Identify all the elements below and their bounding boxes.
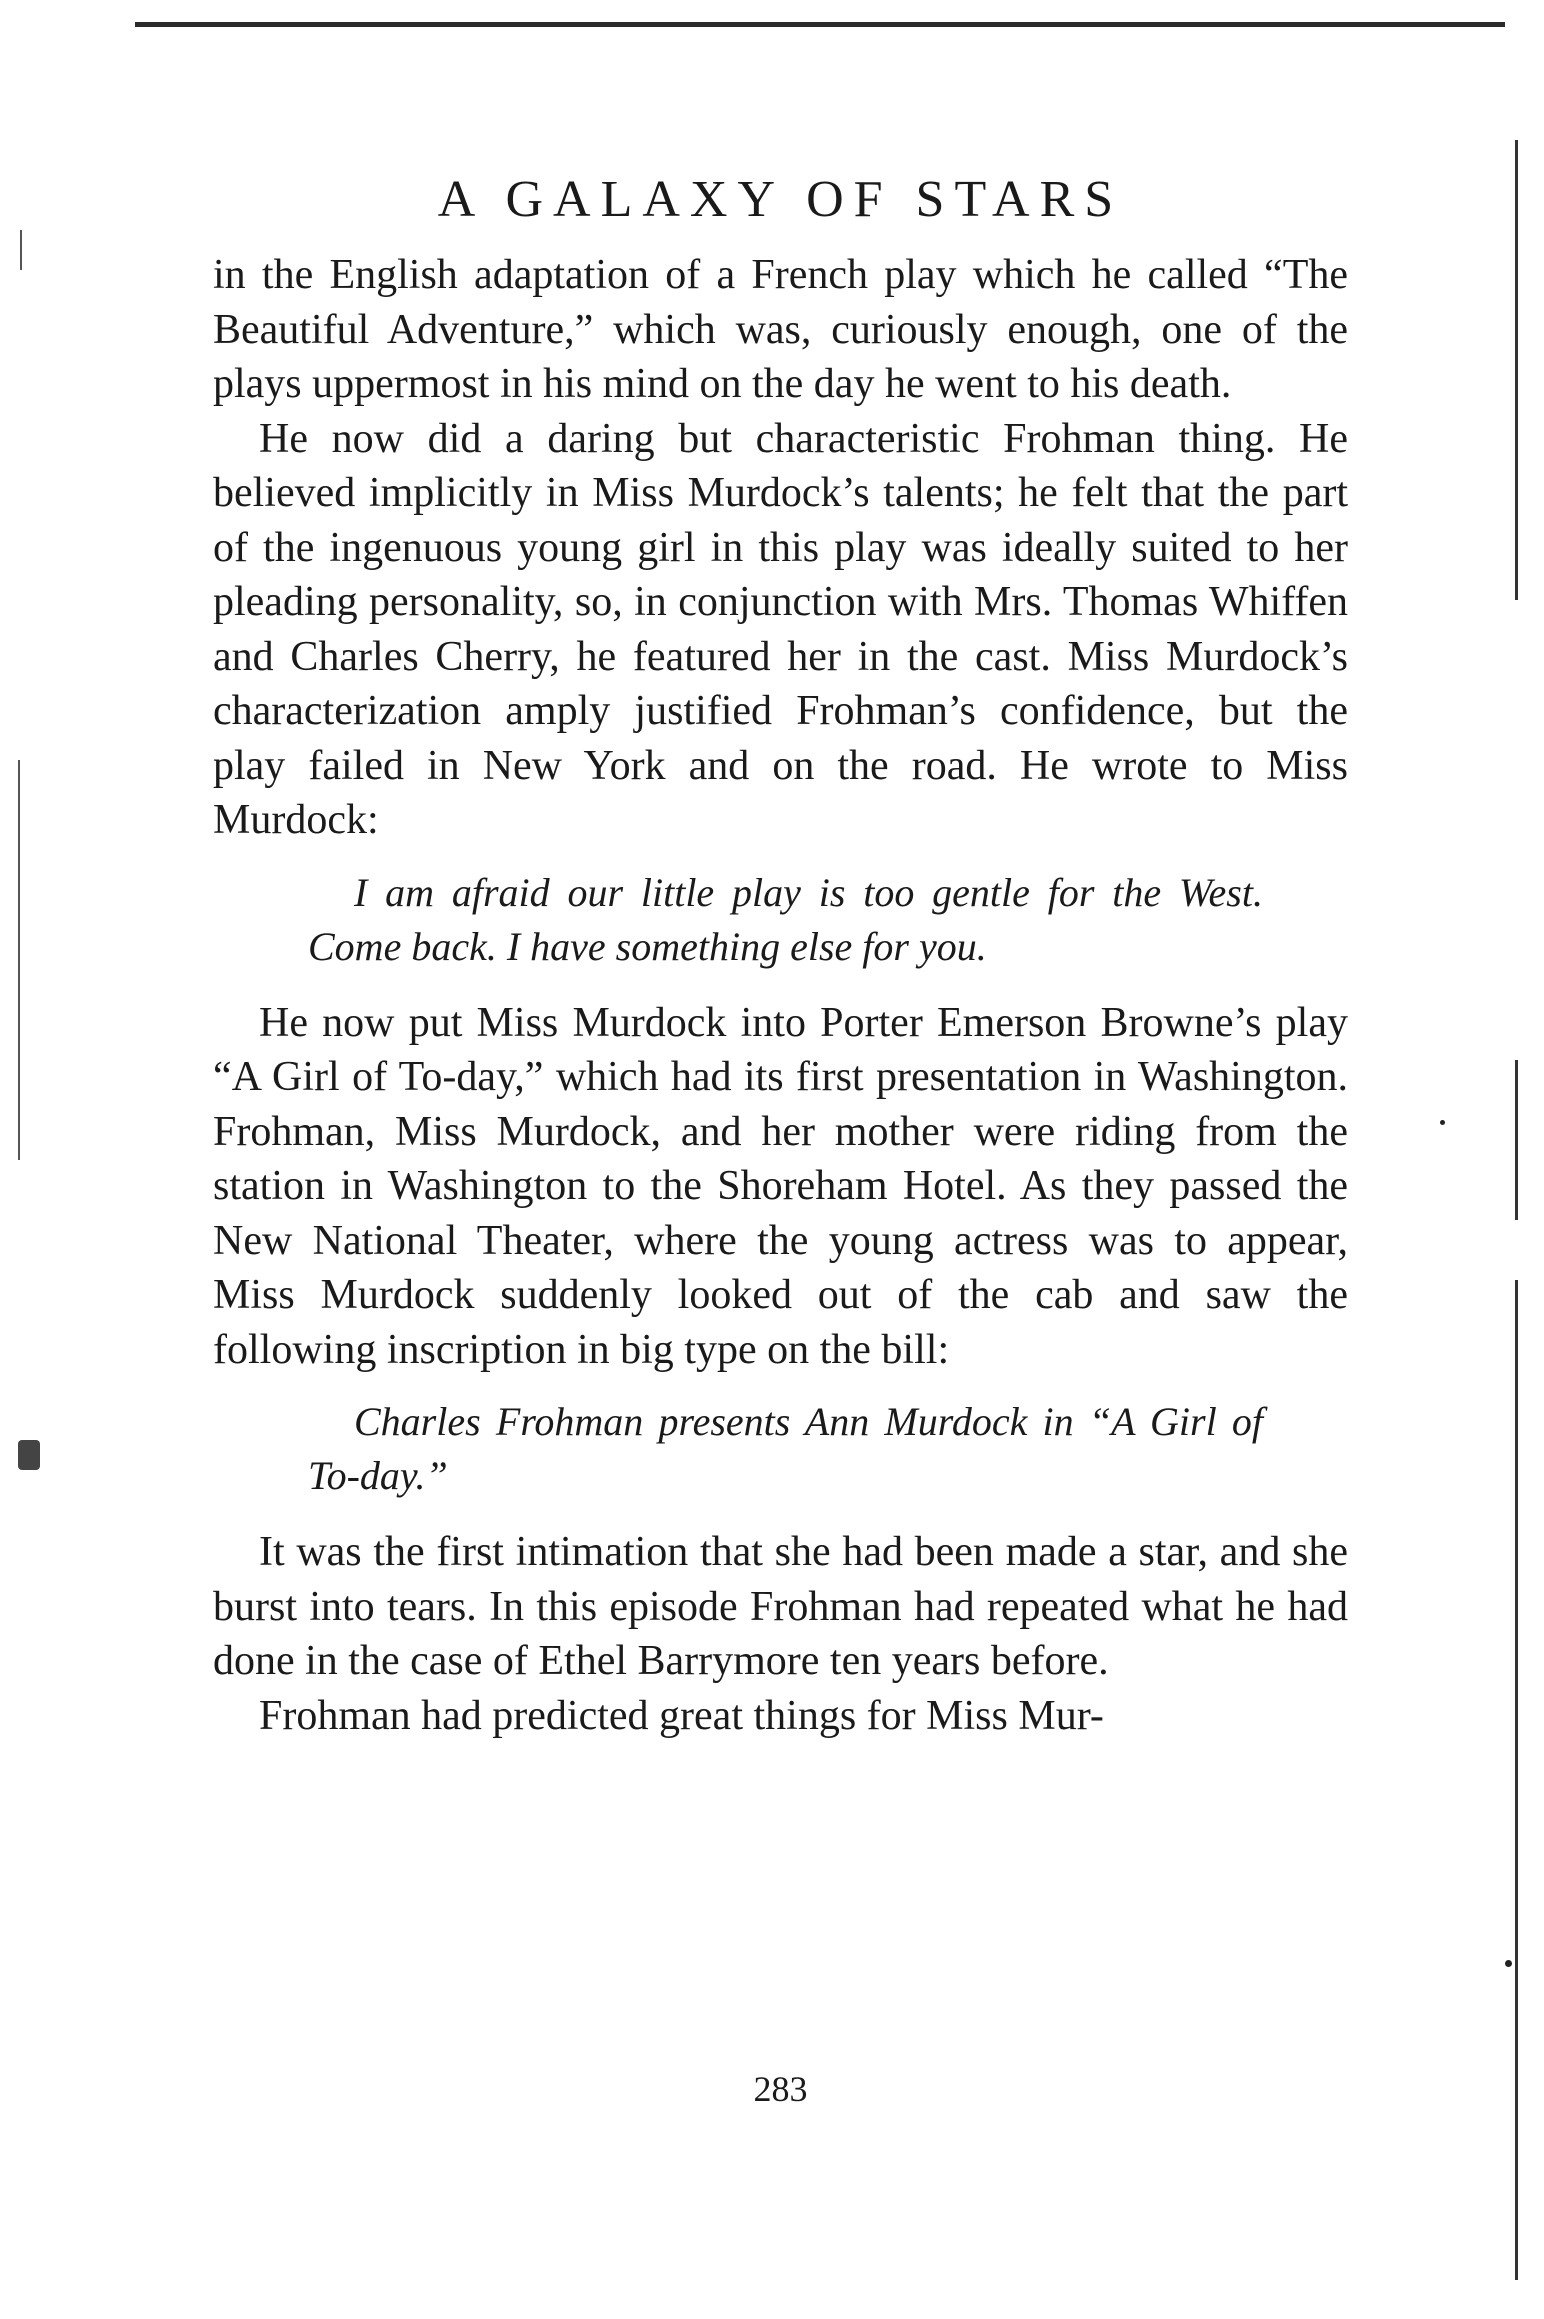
margin-speck — [18, 1440, 40, 1470]
left-margin-mark — [18, 1080, 20, 1160]
paragraph: He now did a daring but characteristic Frohman thing. He believed implicitly in Miss Murdock’s talents; he felt that the part of the ingenuous young girl in this play was ideally suited to her pleading personality, so, in conjunction with Mrs. Thomas Whiffen and Charles Cherry, he featured her in the cast. Miss Murdock’s characterization amply justified Frohman’s confidence, but the play failed in New York and on the road. He wrote to Miss Murdock: — [213, 415, 1348, 843]
right-edge-line — [1515, 1280, 1518, 2280]
running-head: A GALAXY OF STARS — [437, 171, 1124, 228]
right-edge-line — [1515, 140, 1518, 600]
block-quote: I am afraid our little play is too gentle for the West. Come back. I have something else for you. — [308, 869, 1263, 969]
right-edge-line — [1515, 1060, 1518, 1220]
top-rule — [135, 22, 1505, 27]
left-margin-mark — [20, 230, 22, 270]
left-margin-mark — [18, 760, 20, 1080]
paragraph: It was the first intimation that she had been made a star, and she burst into tears. In this episode Frohman had repeated what he had done in the case of Ethel Barrymore ten years before. — [213, 1529, 1348, 1684]
paragraph: in the English adaptation of a French play which he called “The Beautiful Adventure,” which was, curiously enough, one of the plays uppermost in his mind on the day he went to his death. — [213, 252, 1348, 407]
book-page — [213, 170, 1348, 2109]
margin-speck — [1505, 1960, 1512, 1967]
margin-speck — [1440, 1120, 1445, 1125]
paragraph: He now put Miss Murdock into Porter Emerson Browne’s play “A Girl of To-day,” which had its first presentation in Washington. Frohman, Miss Murdock, and her mother were riding from the station in Washington to the Shoreham Hotel. As they passed the New National Theater, where the young actress was to appear, Miss Murdock suddenly looked out of the cab and saw the following inscription in big type on the bill: — [213, 999, 1348, 1373]
page-number: 283 — [753, 2069, 808, 2109]
paragraph: Frohman had predicted great things for Miss Mur- — [259, 1692, 1104, 1739]
block-quote: Charles Frohman presents Ann Murdock in “A Girl of To-day.” — [308, 1399, 1263, 1498]
